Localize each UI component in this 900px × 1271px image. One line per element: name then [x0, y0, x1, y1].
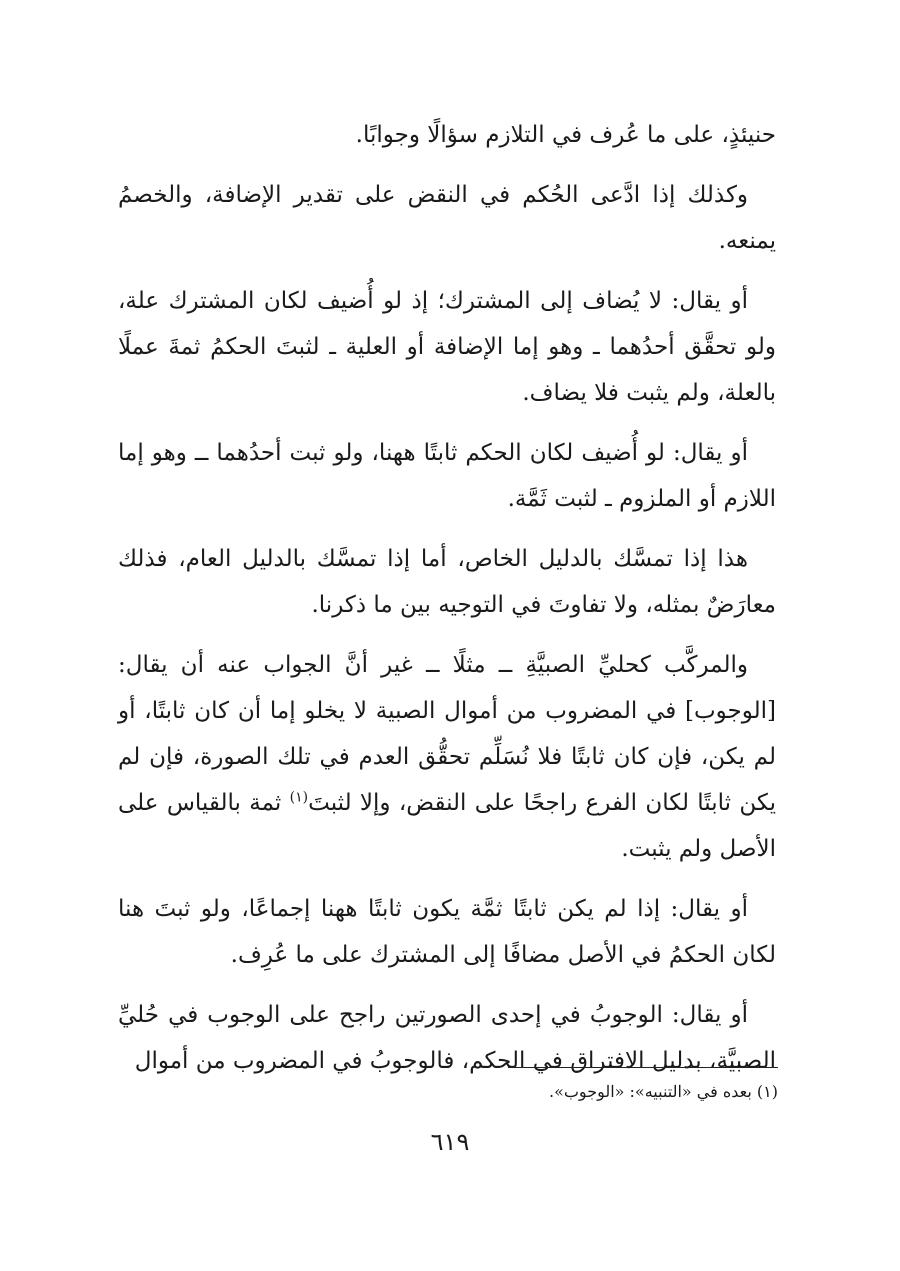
paragraph-6 [118, 642, 776, 872]
paragraph-7: أو يقال: إذا لم يكن ثابتًا ثمَّة يكون ثابتًا ههنا إجماعًا، ولو ثبتَ هنا لكان الحكمُ في الأصل مضافًا إلى المشترك على ما عُرِف. [118, 896, 776, 968]
footnote-divider [508, 1067, 778, 1068]
footnote-reference[interactable]: (١) [289, 789, 309, 806]
paragraph-5: هذا إذا تمسَّك بالدليل الخاص، أما إذا تمسَّك بالدليل العام، فذلك معارَضٌ بمثله، ولا تفاوتَ في التوجيه بين ما ذكرنا. [118, 546, 776, 618]
page-number: ٦١٩ [430, 1128, 470, 1156]
main-text [118, 112, 776, 1098]
paragraph-6-text-end: ثمة بالقياس على الأصل ولم يثبت. [118, 790, 776, 862]
footnote: (١) بعده في «التنبيه»: «الوجوب». [548, 1082, 778, 1101]
paragraph-3: أو يقال: لا يُضاف إلى المشترك؛ إذ لو أُضيف لكان المشترك علة، ولو تحقَّق أحدُهما ـ وهو إما الإضافة أو العلية ـ لثبتَ الحكمُ ثمةَ عملًا بالعلة، ولم يثبت فلا يضاف. [118, 288, 776, 406]
paragraph-8: أو يقال: الوجوبُ في إحدى الصورتين راجح على الوجوب في حُليِّ الصبيَّة، بدليل الافتراق في الحكم، فالوجوبُ في المضروب من أموال [118, 1002, 776, 1074]
paragraph-2: وكذلك إذا ادَّعى الحُكم في النقض على تقدير الإضافة، والخصمُ يمنعه. [118, 182, 776, 254]
paragraph-4: أو يقال: لو أُضيف لكان الحكم ثابتًا ههنا، ولو ثبت أحدُهما ــ وهو إما اللازم أو الملزوم ـ لثبت ثَمَّة. [118, 440, 776, 512]
paragraph-6-text: والمركَّب كحليِّ الصبيَّةِ ــ مثلًا ــ غير أنَّ الجواب عنه أن يقال: [الوجوب] في المضروب من أموال الصبية لا يخلو إما أن كان ثابتًا، أو لم يكن، فإن كان ثابتًا فلا نُسَلِّم تحقُّق العدم في تلك الصورة، فإن لم يكن ثابتًا لكان الفرع راجحًا على النقض، وإلا لثبتَ [118, 652, 776, 816]
paragraph-1: حنيئذٍ، على ما عُرف في التلازم سؤالًا وجوابًا. [355, 122, 776, 148]
